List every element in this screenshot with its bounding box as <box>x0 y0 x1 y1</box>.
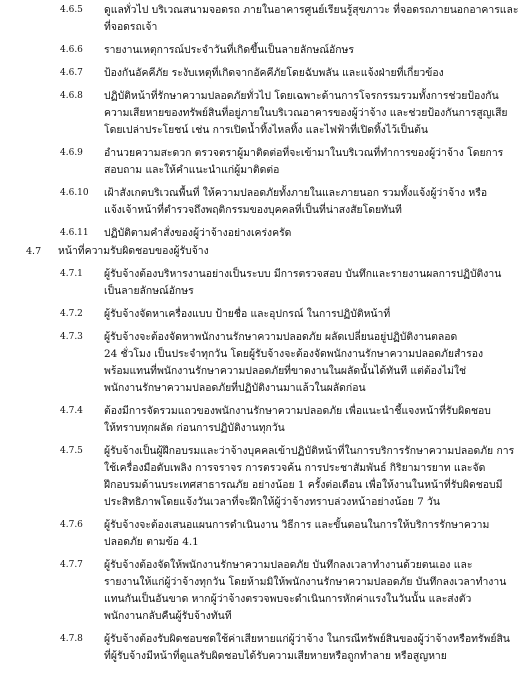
clause-number: 4.7.7 <box>60 560 83 570</box>
clause-item <box>26 443 515 511</box>
clause-line: ฝึกอบรมด้านบระเทศสาธารณภัย อย่างน้อย 1 ครั้งต่อเดือน เพื่อให้งานในหน้าที่รับผิดชอบมี <box>104 479 503 491</box>
clause-number: 4.7.6 <box>60 520 83 530</box>
clause-line: รายงานเหตุการณ์ประจำวันที่เกิดขึ้นเป็นลายลักษณ์อักษร <box>104 44 354 56</box>
clause-line: อำนวยความสะดวก ตรวจตราผู้มาติดต่อที่จะเข้ามาในบริเวณที่ทำการของผู้ว่าจ้าง โดยการ <box>104 147 504 159</box>
clause-item <box>26 42 515 59</box>
clause-line: ดูแลทั่วไป บริเวณสนามจอดรถ ภายในอาคารศูนย์เรียนรู้สุขภาวะ ที่จอดรถภายนอกอาคารและ <box>104 4 519 16</box>
clause-item <box>26 225 515 242</box>
clause-line: พนักงานรักษาความปลอดภัยที่ปฏิบัติงานมาแล้วในผลัดก่อน <box>104 382 366 394</box>
clause-line: เป็นลายลักษณ์อักษร <box>104 285 194 297</box>
clause-line: ผู้รับจ้างจะต้องเสนอแผนการดำเนินงาน วิธีการ และขั้นตอนในการให้บริการรักษาความ <box>104 519 490 531</box>
clause-item <box>26 145 515 179</box>
clause-item <box>26 557 515 625</box>
clause-line: ใช้เครื่องมือดับเพลิง การจราจร การตรวจค้น การประชาสัมพันธ์ กิริยามารยาท และจัด <box>104 462 486 474</box>
clause-number: 4.7.2 <box>60 309 83 319</box>
clause-line: ความเสียหายของทรัพย์สินที่อยู่ภายในบริเวณอาคารของผู้ว่าจ้าง และช่วยป้องกันการสูญเสีย <box>104 107 508 119</box>
clause-line: ต้องมีการจัดรวมแถวของพนักงานรักษาความปลอดภัย เพื่อแนะนำชี้แจงหน้าที่รับผิดชอบ <box>104 405 491 417</box>
clause-number: 4.7.8 <box>60 634 83 644</box>
clause-number: 4.6.8 <box>60 91 83 101</box>
clause-line: ปฏิบัติตามคำสั่งของผู้ว่าจ้างอย่างเคร่งครัด <box>104 227 292 239</box>
clause-line: ผู้รับจ้างต้องบริหารงานอย่างเป็นระบบ มีการตรวจสอบ บันทึกและรายงานผลการปฏิบัติงาน <box>104 268 502 280</box>
clause-line: เฝ้าสังเกตบริเวณพื้นที่ ให้ความปลอดภัยทั้งภายในและภายนอก รวมทั้งแจ้งผู้ว่าจ้าง หรือ <box>104 187 488 199</box>
clause-line: แทนกันเป็นอันขาด หากผู้ว่าจ้างตรวจพบจะดำเนินการหักค่าแรงในวันนั้น และส่งตัว <box>104 593 472 605</box>
clause-list-4-6 <box>26 2 519 242</box>
clause-number: 4.7.1 <box>60 269 83 279</box>
clause-number: 4.6.6 <box>60 45 83 55</box>
clause-line: ประสิทธิภาพโดยแจ้งวันเวลาที่จะฝึกให้ผู้ว่าจ้างทราบล่วงหน้าอย่างน้อย 7 วัน <box>104 496 440 508</box>
clause-line: ป้องกันอัคคีภัย ระงับเหตุที่เกิดจากอัคคีภัยโดยฉับพลัน และแจ้งฝ่ายที่เกี่ยวข้อง <box>104 67 444 79</box>
section-heading <box>26 243 515 260</box>
clause-line: ที่จอดรถเจ้า <box>104 21 158 33</box>
clause-line: ปฏิบัติหน้าที่รักษาความปลอดภัยทั่วไป โดยเฉพาะด้านการโจรกรรมรวมทั้งการช่วยป้องกัน <box>104 90 499 102</box>
clause-line: ผู้รับจ้างต้องรับผิดชอบชดใช้ค่าเสียหายแก่ผู้ว่าจ้าง ในกรณีทรัพย์สินของผู้ว่าจ้างหรือทรัพย์สิน <box>104 633 510 645</box>
clause-number: 4.7.3 <box>60 332 83 342</box>
clause-list-4-7 <box>26 266 515 665</box>
clause-line: ที่ผู้รับจ้างมีหน้าที่ดูแลรับผิดชอบได้รับความเสียหายหรือถูกทำลาย หรือสูญหาย <box>104 650 447 662</box>
clause-line: โดยเปล่าประโยชน์ เช่น การเปิดน้ำทิ้งไหลทิ้ง และไฟฟ้าที่เปิดทิ้งไว้เป็นต้น <box>104 124 429 136</box>
section-title: หน้าที่ความรับผิดชอบของผู้รับจ้าง <box>58 245 209 257</box>
clause-item <box>26 403 515 437</box>
clause-line: ให้ทราบทุกผลัด ก่อนการปฏิบัติงานทุกวัน <box>104 422 285 434</box>
clause-line: ผู้รับจ้างจัดหาเครื่องแบบ ป้ายชื่อ และอุปกรณ์ ในการปฏิบัติหน้าที่ <box>104 308 391 320</box>
clause-line: พนักงานกลับคืนผู้รับจ้างทันที <box>104 610 232 622</box>
clause-line: สอบถาม และให้คำแนะนำแก่ผู้มาติดต่อ <box>104 164 280 176</box>
clause-item <box>26 88 515 139</box>
clause-line: 24 ชั่วโมง เป็นประจำทุกวัน โดยผู้รับจ้างจะต้องจัดพนักงานรักษาความปลอดภัยสำรอง <box>104 348 484 360</box>
clause-number: 4.7.4 <box>60 406 83 416</box>
clause-item <box>26 65 515 82</box>
clause-line: ผู้รับจ้างเป็นผู้ฝึกอบรมและว่าจ้างบุคคลเข้าปฏิบัติหน้าที่ในการบริการรักษาความปลอดภัย การ <box>104 445 515 457</box>
clause-item <box>26 306 515 323</box>
clause-line: รายงานให้แก่ผู้ว่าจ้างทุกวัน โดยห้ามมิให้พนักงานรักษาความปลอดภัย บันทึกลงเวลาทำงาน <box>104 576 507 588</box>
clause-item <box>26 517 515 551</box>
clause-item <box>26 2 519 36</box>
section-number: 4.7 <box>26 246 42 257</box>
clause-line: แจ้งเจ้าหน้าที่ตำรวจถึงพฤติกรรมของบุคคลที่เป็นที่น่าสงสัยโดยทันที <box>104 204 402 216</box>
clause-line: ผู้รับจ้างต้องจัดให้พนักงานรักษาความปลอดภัย บันทึกลงเวลาทำงานด้วยตนเอง และ <box>104 559 473 571</box>
clause-number: 4.6.11 <box>60 228 89 238</box>
clause-number: 4.6.7 <box>60 68 83 78</box>
clause-item <box>26 266 515 300</box>
clause-number: 4.6.5 <box>60 5 83 15</box>
clause-line: ปลอดภัย ตามข้อ 4.1 <box>104 536 199 548</box>
clause-number: 4.7.5 <box>60 446 83 456</box>
clause-line: ผู้รับจ้างจะต้องจัดหาพนักงานรักษาความปลอดภัย ผลัดเปลี่ยนอยู่ปฏิบัติงานตลอด <box>104 331 458 343</box>
clause-item <box>26 631 515 665</box>
clause-line: พร้อมแทนที่พนักงานรักษาความปลอดภัยที่ขาดงานในผลัดนั้นได้ทันที แต่ต้องไม่ใช่ <box>104 365 467 377</box>
clause-item <box>26 329 515 397</box>
clause-item <box>26 185 515 219</box>
clause-number: 4.6.9 <box>60 148 83 158</box>
clause-number: 4.6.10 <box>60 188 89 198</box>
